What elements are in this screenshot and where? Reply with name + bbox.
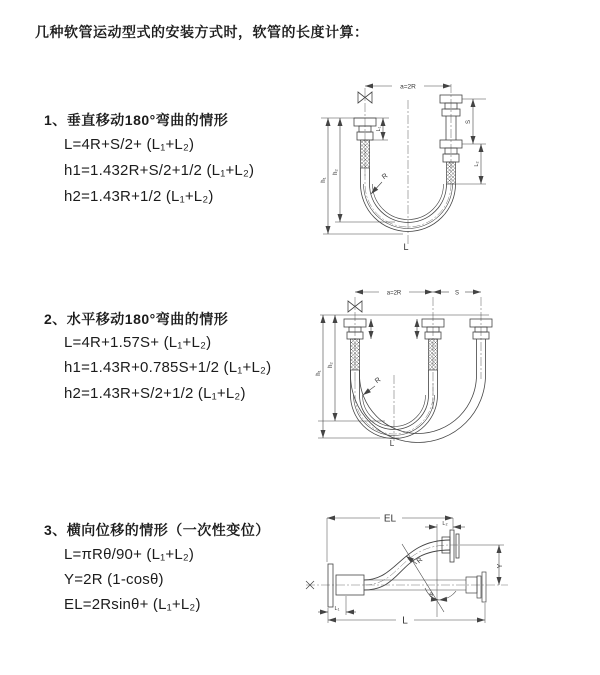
dim-label-h1: h₁ — [321, 177, 327, 183]
formula-line: L=4R+S/2+ (L₁+L₂) — [64, 136, 195, 153]
section-3-heading: 3、横向位移的情形（一次性变位） — [44, 522, 270, 538]
diagram-vertical-180-bend — [313, 72, 553, 257]
dim-label-el: EL — [383, 513, 397, 525]
dim-label-h2: h₂ — [333, 169, 339, 175]
label-l: L — [389, 439, 395, 448]
dim-label-a2r: a=2R — [400, 83, 416, 91]
dim-label-h1: h₁ — [316, 370, 322, 376]
dim-label-a2r: a=2R — [386, 290, 402, 297]
section-2-heading: 2、水平移动180°弯曲的情形 — [44, 311, 229, 327]
dim-label-s: S — [454, 290, 460, 297]
hose-braid-left — [351, 339, 360, 370]
formula-line: EL=2Rsinθ+ (L₁+L₂) — [64, 596, 201, 613]
formula-line: L=πRθ/90+ (L₁+L₂) — [64, 546, 195, 563]
angle-theta — [402, 544, 456, 612]
dim-label-l1: L₁ — [334, 606, 340, 612]
label-r: R — [381, 172, 390, 182]
formula-line: Y=2R (1-cosθ) — [64, 571, 164, 588]
diagram-lateral-displacement — [298, 500, 568, 648]
radius-leader — [363, 386, 375, 395]
label-l: L — [403, 242, 409, 252]
page-title: 几种软管运动型式的安装方式时，软管的长度计算： — [35, 24, 369, 40]
dim-el — [327, 518, 453, 562]
dim-label-l2: L₂ — [474, 161, 480, 167]
dim-s-l2 — [456, 99, 486, 184]
formula-line: L=4R+1.57S+ (L₁+L₂) — [64, 334, 212, 351]
dim-label-h2: h₂ — [328, 362, 334, 368]
dim-label-y: Y — [497, 563, 504, 569]
hose-braid-middle — [429, 339, 438, 370]
label-theta: θ — [429, 592, 433, 599]
dim-label-l1: L₁ — [376, 126, 382, 132]
dim-label-l2: L₂ — [442, 521, 448, 527]
formula-line: h1=1.432R+S/2+1/2 (L₁+L₂) — [64, 162, 255, 179]
dim-heights — [318, 315, 399, 438]
label-r: R — [415, 556, 425, 566]
dim-fitting-length — [371, 319, 417, 339]
formula-line: h1=1.43R+0.785S+1/2 (L₁+L₂) — [64, 359, 272, 376]
dim-heights — [321, 118, 403, 234]
diagram-horizontal-180-bend — [313, 283, 553, 448]
formula-line: h2=1.43R+1/2 (L₁+L₂) — [64, 188, 214, 205]
dim-label-l: L — [402, 615, 408, 627]
centerlines — [365, 84, 451, 244]
upper-flange — [442, 530, 459, 562]
hose-s-curve — [364, 540, 458, 590]
phantom-pipe — [364, 572, 486, 602]
section-1-heading: 1、垂直移动180°弯曲的情形 — [44, 112, 229, 128]
hose-u-position-2 — [351, 339, 486, 443]
fittings — [344, 319, 492, 339]
formula-line: h2=1.43R+S/2+1/2 (L₁+L₂) — [64, 385, 246, 402]
hose-braid-left — [361, 140, 370, 168]
dim-label-s: S — [466, 119, 472, 125]
label-r: R — [374, 376, 383, 386]
